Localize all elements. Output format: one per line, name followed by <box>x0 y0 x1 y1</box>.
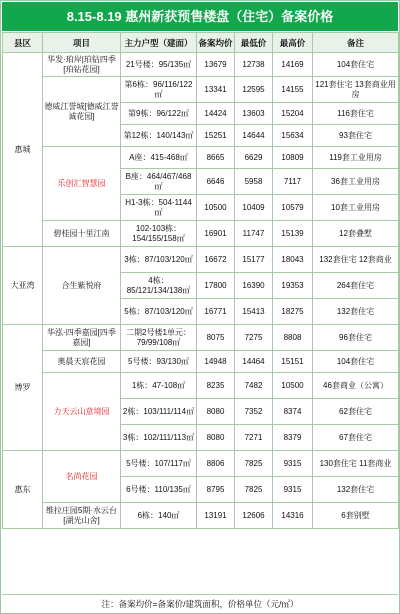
max-price-cell: 8374 <box>273 399 313 425</box>
avg-price-cell: 8075 <box>197 325 235 351</box>
spec-cell: 102-103栋：154/155/158㎡ <box>121 221 197 247</box>
note-cell: 36套工业用房 <box>313 169 399 195</box>
spec-cell: 3栋：87/103/120㎡ <box>121 247 197 273</box>
max-price-cell: 19353 <box>273 273 313 299</box>
note-cell: 10套工业用房 <box>313 195 399 221</box>
note-cell: 62套住宅 <box>313 399 399 425</box>
spec-cell: 3栋：102/111/113㎡ <box>121 425 197 451</box>
min-price-cell: 7352 <box>235 399 273 425</box>
avg-price-cell: 8795 <box>197 477 235 503</box>
district-cell: 惠东 <box>3 451 43 529</box>
max-price-cell: 18275 <box>273 299 313 325</box>
note-cell: 93套住宅 <box>313 125 399 147</box>
min-price-cell: 11747 <box>235 221 273 247</box>
avg-price-cell: 8806 <box>197 451 235 477</box>
avg-price-cell: 16901 <box>197 221 235 247</box>
avg-price-cell: 14948 <box>197 351 235 373</box>
spec-cell: 5栋：87/103/120㎡ <box>121 299 197 325</box>
spec-cell: 第12栋：140/143㎡ <box>121 125 197 147</box>
max-price-cell: 18043 <box>273 247 313 273</box>
spec-cell: 1栋：47-108㎡ <box>121 373 197 399</box>
project-cell: 奥晨天宸花园 <box>43 351 121 373</box>
project-cell: 名尚花园 <box>43 451 121 503</box>
note-cell: 104套住宅 <box>313 351 399 373</box>
footnote: 注：备案均价=备案价/建筑面积，价格单位（元/㎡） <box>2 594 398 614</box>
spec-cell: 6栋：140㎡ <box>121 503 197 529</box>
table-row <box>3 451 399 477</box>
spec-cell: 第9栋：96/122㎡ <box>121 103 197 125</box>
min-price-cell: 15413 <box>235 299 273 325</box>
max-price-cell: 14155 <box>273 77 313 103</box>
note-cell: 104套住宅 <box>313 53 399 77</box>
note-cell: 130套住宅 11套商业 <box>313 451 399 477</box>
max-price-cell: 14169 <box>273 53 313 77</box>
spec-cell: 21号楼：95/135㎡ <box>121 53 197 77</box>
max-price-cell: 10809 <box>273 147 313 169</box>
max-price-cell: 15151 <box>273 351 313 373</box>
note-cell: 46套商业（公寓） <box>313 373 399 399</box>
avg-price-cell: 13191 <box>197 503 235 529</box>
district-cell: 惠城 <box>3 53 43 247</box>
min-price-cell: 7271 <box>235 425 273 451</box>
min-price-cell: 14464 <box>235 351 273 373</box>
max-price-cell: 8379 <box>273 425 313 451</box>
column-header-note: 备注 <box>313 33 399 53</box>
min-price-cell: 10409 <box>235 195 273 221</box>
note-cell: 132套住宅 12套商业 <box>313 247 399 273</box>
table-row <box>3 503 399 529</box>
avg-price-cell: 16771 <box>197 299 235 325</box>
avg-price-cell: 8235 <box>197 373 235 399</box>
min-price-cell: 7825 <box>235 451 273 477</box>
table-row <box>3 147 399 169</box>
project-cell: 华泓·四季嘉园[四季嘉园] <box>43 325 121 351</box>
avg-price-cell: 8665 <box>197 147 235 169</box>
table-row <box>3 221 399 247</box>
note-cell: 132套住宅 <box>313 299 399 325</box>
table-header-row <box>3 33 399 53</box>
spec-cell: B座：464/467/468㎡ <box>121 169 197 195</box>
spec-cell: 4栋：85/121/134/138㎡ <box>121 273 197 299</box>
price-table <box>2 32 399 529</box>
column-header-spec: 主力户型（建面） <box>121 33 197 53</box>
table-row <box>3 53 399 77</box>
min-price-cell: 5958 <box>235 169 273 195</box>
spec-cell: H1-3栋：504-1144㎡ <box>121 195 197 221</box>
min-price-cell: 7275 <box>235 325 273 351</box>
max-price-cell: 9315 <box>273 451 313 477</box>
avg-price-cell: 13341 <box>197 77 235 103</box>
project-cell: 乐创汇智慧园 <box>43 147 121 221</box>
avg-price-cell: 13679 <box>197 53 235 77</box>
page-title: 8.15-8.19 惠州新获预售楼盘（住宅）备案价格 <box>2 2 398 31</box>
table-row <box>3 373 399 399</box>
column-header-min: 最低价 <box>235 33 273 53</box>
min-price-cell: 12595 <box>235 77 273 103</box>
project-cell: 合生紫悦府 <box>43 247 121 325</box>
table-row <box>3 351 399 373</box>
avg-price-cell: 17800 <box>197 273 235 299</box>
note-cell: 67套住宅 <box>313 425 399 451</box>
column-header-district: 县区 <box>3 33 43 53</box>
note-cell: 116套住宅 <box>313 103 399 125</box>
table-row <box>3 247 399 273</box>
column-header-avg: 备案均价 <box>197 33 235 53</box>
avg-price-cell: 14424 <box>197 103 235 125</box>
column-header-max: 最高价 <box>273 33 313 53</box>
project-cell: 碧桂园十里江南 <box>43 221 121 247</box>
max-price-cell: 10500 <box>273 373 313 399</box>
min-price-cell: 12606 <box>235 503 273 529</box>
max-price-cell: 15139 <box>273 221 313 247</box>
project-cell: 华发·珀岸|珀钻四季[珀钻花园] <box>43 53 121 77</box>
min-price-cell: 7482 <box>235 373 273 399</box>
min-price-cell: 14644 <box>235 125 273 147</box>
max-price-cell: 15204 <box>273 103 313 125</box>
note-cell: 96套住宅 <box>313 325 399 351</box>
avg-price-cell: 10500 <box>197 195 235 221</box>
min-price-cell: 13603 <box>235 103 273 125</box>
district-cell: 博罗 <box>3 325 43 451</box>
spec-cell: 5号楼：93/130㎡ <box>121 351 197 373</box>
table-row <box>3 325 399 351</box>
spec-cell: 2栋：103/111/114㎡ <box>121 399 197 425</box>
project-cell: 维拉庄园5期·水云台[湖光山舍] <box>43 503 121 529</box>
min-price-cell: 15177 <box>235 247 273 273</box>
spec-cell: 6号楼：110/135㎡ <box>121 477 197 503</box>
district-cell: 大亚湾 <box>3 247 43 325</box>
column-header-project: 项目 <box>43 33 121 53</box>
note-cell: 132套住宅 <box>313 477 399 503</box>
note-cell: 264套住宅 <box>313 273 399 299</box>
max-price-cell: 15634 <box>273 125 313 147</box>
spec-cell: 5号楼：107/117㎡ <box>121 451 197 477</box>
table-row <box>3 77 399 103</box>
avg-price-cell: 8080 <box>197 399 235 425</box>
spec-cell: A座：415-468㎡ <box>121 147 197 169</box>
note-cell: 12套叠墅 <box>313 221 399 247</box>
max-price-cell: 8808 <box>273 325 313 351</box>
max-price-cell: 9315 <box>273 477 313 503</box>
spec-cell: 二期2号楼1单元：79/99/108㎡ <box>121 325 197 351</box>
avg-price-cell: 15251 <box>197 125 235 147</box>
project-cell: 德威江誉城[德威江誉诚花园] <box>43 77 121 147</box>
note-cell: 6套别墅 <box>313 503 399 529</box>
avg-price-cell: 6646 <box>197 169 235 195</box>
avg-price-cell: 16672 <box>197 247 235 273</box>
note-cell: 121套住宅 13套商业用房 <box>313 77 399 103</box>
max-price-cell: 14316 <box>273 503 313 529</box>
max-price-cell: 7117 <box>273 169 313 195</box>
min-price-cell: 12738 <box>235 53 273 77</box>
max-price-cell: 10579 <box>273 195 313 221</box>
min-price-cell: 6629 <box>235 147 273 169</box>
project-cell: 力天云山意境园 <box>43 373 121 451</box>
note-cell: 119套工业用房 <box>313 147 399 169</box>
min-price-cell: 7825 <box>235 477 273 503</box>
min-price-cell: 16390 <box>235 273 273 299</box>
spec-cell: 第6栋：96/116/122㎡ <box>121 77 197 103</box>
avg-price-cell: 8080 <box>197 425 235 451</box>
